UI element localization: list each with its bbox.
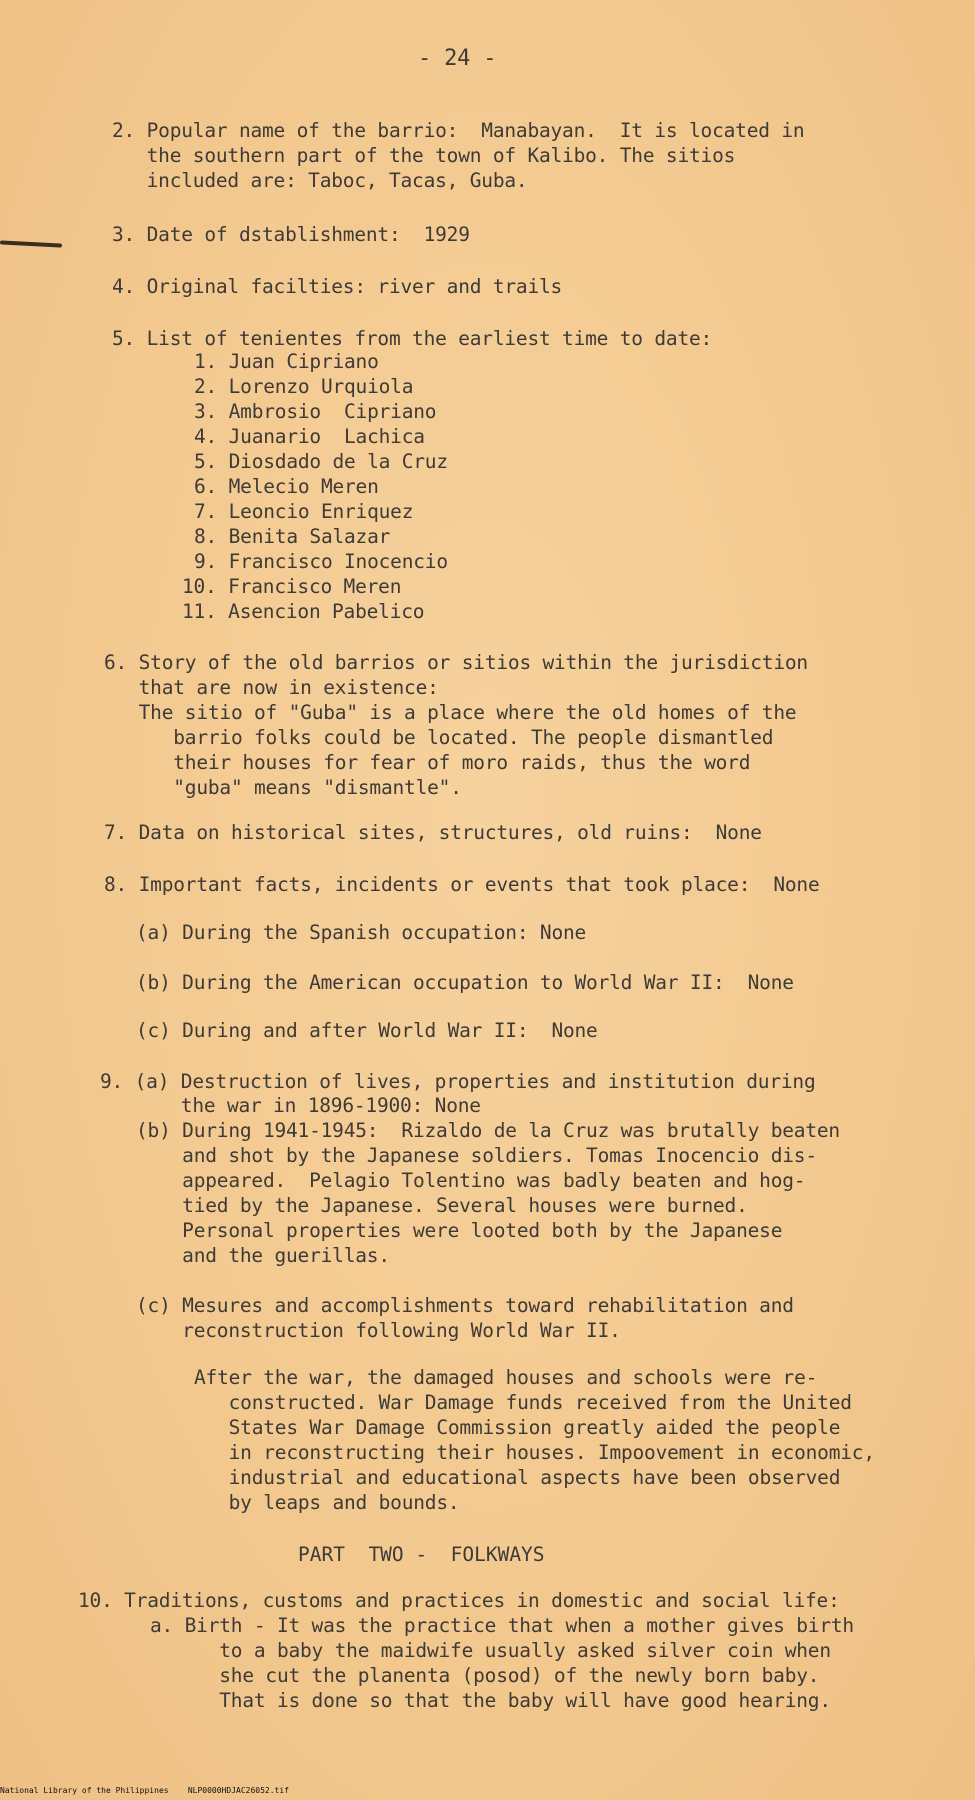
item-9a-line-1: 9. (a) Destruction of lives, properties and institution during (100, 1070, 816, 1093)
item-3: 3. Date of dstablishment: 1929 (112, 223, 470, 246)
after-war-line-1: After the war, the damaged houses and schools were re- (194, 1366, 818, 1389)
teniente-9: 9. Francisco Inocencio (194, 550, 448, 573)
item-2-line-2: the southern part of the town of Kalibo. The sitios (112, 144, 736, 167)
item-6-line-6: "guba" means "dismantle". (104, 776, 462, 799)
teniente-11: 11. Asencion Pabelico (182, 600, 425, 623)
item-8a: (a) During the Spanish occupation: None (136, 921, 587, 944)
item-9b-line-3: appeared. Pelagio Tolentino was badly beaten and hog- (136, 1169, 806, 1192)
item-8b: (b) During the American occupation to World War II: None (136, 971, 794, 994)
scan-footer: National Library of the Philippines NLP0000HDJAC26052.tif (0, 1786, 289, 1795)
teniente-6: 6. Melecio Meren (194, 475, 379, 498)
item-8: 8. Important facts, incidents or events that took place: None (104, 873, 820, 896)
item-5: 5. List of tenientes from the earliest time to date: (112, 327, 713, 350)
section-heading: PART TWO - FOLKWAYS (298, 1543, 545, 1566)
item-10a-line-1: a. Birth - It was the practice that when a mother gives birth (150, 1614, 854, 1637)
after-war-line-3: States War Damage Commission greatly aided the people (194, 1416, 841, 1439)
teniente-8: 8. Benita Salazar (194, 525, 391, 548)
item-9c-line-1: (c) Mesures and accomplishments toward rehabilitation and (136, 1294, 794, 1317)
item-9b-line-2: and shot by the Japanese soldiers. Tomas Inocencio dis- (136, 1144, 817, 1167)
item-10a-line-3: she cut the planenta (posod) of the newly born baby. (150, 1664, 820, 1687)
item-8c: (c) During and after World War II: None (136, 1019, 598, 1042)
page-number: - 24 - (418, 46, 497, 71)
item-10a-line-2: to a baby the maidwife usually asked silver coin when (150, 1639, 831, 1662)
item-2-line-3: included are: Taboc, Tacas, Guba. (112, 169, 528, 192)
item-10a-line-4: That is done so that the baby will have good hearing. (150, 1689, 831, 1712)
item-9c-line-2: reconstruction following World War II. (136, 1319, 621, 1342)
item-9b-line-6: and the guerillas. (136, 1244, 390, 1267)
item-6-line-5: their houses for fear of moro raids, thus the word (104, 751, 751, 774)
item-6-line-4: barrio folks could be located. The people dismantled (104, 726, 774, 749)
item-6-line-2: that are now in existence: (104, 676, 439, 699)
item-6-line-1: 6. Story of the old barrios or sitios within the jurisdiction (104, 651, 808, 674)
item-9a-line-2: the war in 1896-1900: None (100, 1094, 481, 1117)
after-war-line-5: industrial and educational aspects have been observed (194, 1466, 841, 1489)
after-war-line-2: constructed. War Damage funds received from the United (194, 1391, 852, 1414)
teniente-4: 4. Juanario Lachica (194, 425, 425, 448)
teniente-1: 1. Juan Cipriano (194, 350, 379, 373)
margin-mark (0, 240, 62, 247)
item-6-line-3: The sitio of "Guba" is a place where the old homes of the (104, 701, 797, 724)
after-war-line-4: in reconstructing their houses. Impoovement in economic, (194, 1441, 875, 1464)
teniente-7: 7. Leoncio Enriquez (194, 500, 414, 523)
item-9b-line-1: (b) During 1941-1945: Rizaldo de la Cruz was brutally beaten (136, 1119, 840, 1142)
teniente-5: 5. Diosdado de la Cruz (194, 450, 448, 473)
item-7: 7. Data on historical sites, structures, old ruins: None (104, 821, 762, 844)
item-9b-line-5: Personal properties were looted both by the Japanese (136, 1219, 783, 1242)
item-2-line-1: 2. Popular name of the barrio: Manabayan. It is located in (112, 119, 805, 142)
teniente-10: 10. Francisco Meren (182, 575, 402, 598)
teniente-3: 3. Ambrosio Cipriano (194, 400, 437, 423)
item-10: 10. Traditions, customs and practices in domestic and social life: (78, 1589, 840, 1612)
item-9b-line-4: tied by the Japanese. Several houses were burned. (136, 1194, 748, 1217)
after-war-line-6: by leaps and bounds. (194, 1491, 460, 1514)
item-4: 4. Original facilties: river and trails (112, 275, 563, 298)
teniente-2: 2. Lorenzo Urquiola (194, 375, 414, 398)
